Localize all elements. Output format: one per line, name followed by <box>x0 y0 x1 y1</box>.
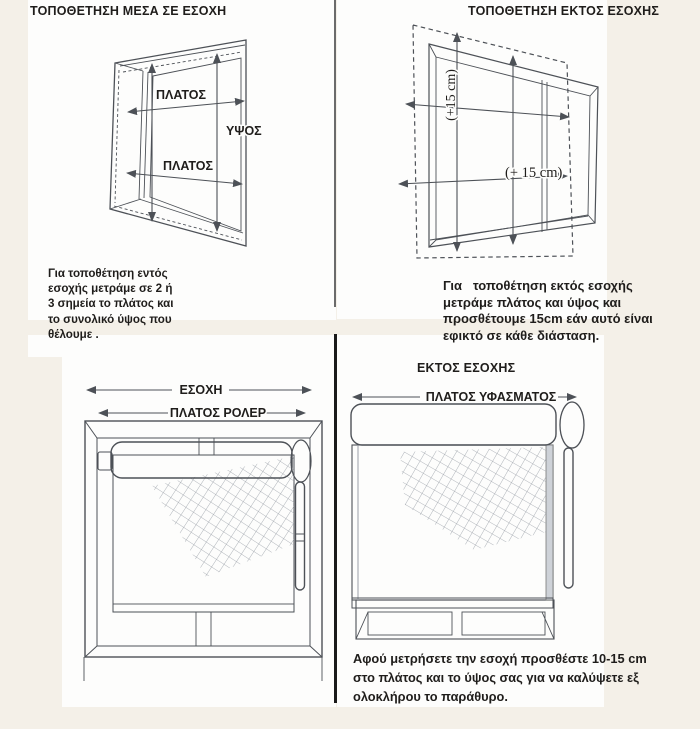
text-line: εφικτό σε κάθε διάσταση. <box>443 327 600 343</box>
text-line: θέλουμε . <box>48 327 99 341</box>
pull-chain <box>296 482 305 590</box>
inside-recess-instructions <box>48 266 174 342</box>
label-recess: ΕΣΟΧΗ <box>179 383 223 397</box>
outside-recess-instructions <box>443 278 653 344</box>
label-height: ΥΨΟΣ <box>226 124 262 138</box>
label-roller-width: ΠΛΑΤΟΣ ΡΟΛΕΡ <box>169 406 267 420</box>
text-line: Αφού μετρήσετε την εσοχή προσθέστε 10-15 cm <box>353 651 647 666</box>
text-line: Για τοποθέτηση εντός <box>48 267 168 280</box>
shade-fabric <box>352 445 553 608</box>
title-outside-recess-lower: ΕΚΤΟΣ ΕΣΟΧΗΣ <box>417 361 516 375</box>
roller-outside-recess-diagram <box>345 385 597 655</box>
outside-recess-window-diagram <box>393 20 603 270</box>
label-width-top: ΠΛΑΤΟΣ <box>156 88 206 102</box>
window-behind-blind <box>356 600 554 639</box>
divider-bottom <box>334 334 337 703</box>
roller-tube <box>351 402 584 448</box>
label-plus15-horizontal: (+ 15 cm) <box>505 165 563 181</box>
text-line: Για τοποθέτηση εκτός εσοχής <box>443 278 633 293</box>
divider-top <box>334 0 336 307</box>
text-line: μετράμε πλάτος και ύψος και <box>443 294 622 310</box>
text-line: στο πλάτος και το ύψος σας για να καλύψετε εξ <box>353 670 639 686</box>
text-line: ολοκλήρου το παράθυρο. <box>353 689 508 705</box>
text-line: το συνολικό ύψος που <box>48 312 172 326</box>
window-recess-outline <box>110 40 246 246</box>
height-arrows <box>457 33 513 251</box>
roller-inside-recess-diagram <box>80 375 330 687</box>
measuring-summary-instructions <box>353 649 647 707</box>
text-line: προσθέτουμε 15cm εάν αυτό είναι <box>443 311 653 327</box>
pull-chain <box>564 448 573 588</box>
title-inside-recess: ΤΟΠΟΘΕΤΗΣΗ ΜΕΣΑ ΣΕ ΕΣΟΧΗ <box>30 4 227 18</box>
label-fabric-width: ΠΛΑΤΟΣ ΥΦΑΣΜΑΤΟΣ <box>425 390 557 404</box>
inside-recess-window-diagram <box>85 25 280 275</box>
text-line: 3 σημεία το πλάτος και <box>48 297 174 311</box>
shade-fabric <box>113 456 294 612</box>
label-width-bottom: ΠΛΑΤΟΣ <box>163 159 213 173</box>
height-arrows <box>152 54 217 231</box>
title-outside-recess: ΤΟΠΟΘΕΤΗΣΗ ΕΚΤΟΣ ΕΣΟΧΗΣ <box>468 4 660 18</box>
text-line: εσοχής μετράμε σε 2 ή <box>48 282 173 296</box>
label-plus15-vertical: (+15 cm) <box>444 69 459 121</box>
